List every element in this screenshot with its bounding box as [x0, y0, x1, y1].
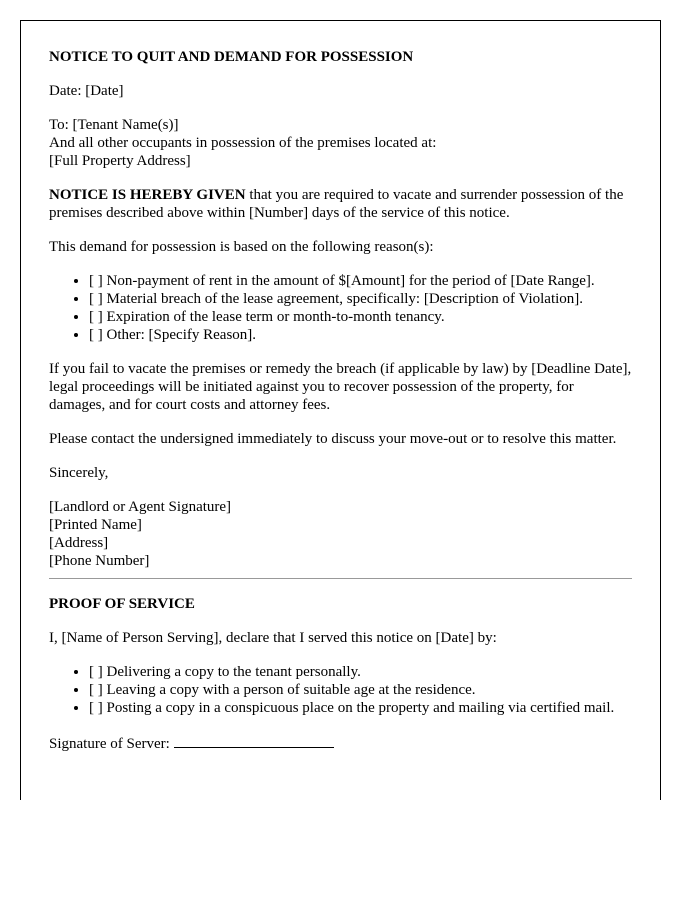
reason-item: • [ ] Material breach of the lease agreement, specifically: [Description of Violation]. — [89, 290, 632, 308]
section-divider — [49, 578, 632, 579]
service-method-item: • [ ] Leaving a copy with a person of suitable age at the residence. — [89, 681, 632, 699]
proof-title: PROOF OF SERVICE — [49, 596, 195, 612]
signature-block — [49, 498, 632, 570]
reason-item: • [ ] Other: [Specify Reason]. — [89, 326, 632, 344]
signature-line: [Landlord or Agent Signature] — [49, 499, 232, 515]
signature-line: [Phone Number] — [49, 553, 150, 569]
service-methods-list — [49, 663, 632, 717]
date-line: Date: [Date] — [49, 83, 124, 99]
recipient-block — [49, 116, 632, 170]
recipient-line: [Full Property Address] — [49, 153, 191, 169]
notice-given-bold: NOTICE IS HEREBY GIVEN — [49, 187, 246, 203]
notice-given-paragraph — [49, 186, 632, 222]
consequence-paragraph: If you fail to vacate the premises or remedy the breach (if applicable by law) by [Deadline Date], legal proceedings will be initiated against you to recover possession of the property, for damages, and for court costs and attorney fees. — [49, 361, 632, 413]
recipient-line: To: [Tenant Name(s)] — [49, 117, 179, 133]
server-signature-label: Signature of Server: — [49, 736, 170, 752]
server-signature-row — [49, 733, 632, 753]
proof-declaration: I, [Name of Person Serving], declare that I served this notice on [Date] by: — [49, 630, 497, 646]
reasons-list — [49, 272, 632, 344]
service-method-item: • [ ] Delivering a copy to the tenant personally. — [89, 663, 632, 681]
service-method-item: • [ ] Posting a copy in a conspicuous place on the property and mailing via certified mail. — [89, 699, 632, 717]
reason-item: • [ ] Expiration of the lease term or month-to-month tenancy. — [89, 308, 632, 326]
notice-document — [20, 20, 661, 800]
signature-line: [Printed Name] — [49, 517, 142, 533]
signature-line: [Address] — [49, 535, 109, 551]
reason-item: • [ ] Non-payment of rent in the amount of $[Amount] for the period of [Date Range]. — [89, 272, 632, 290]
server-signature-blank — [174, 733, 334, 748]
recipient-line: And all other occupants in possession of the premises located at: — [49, 135, 437, 151]
contact-paragraph: Please contact the undersigned immediately to discuss your move-out or to resolve this matter. — [49, 431, 617, 447]
notice-given-text: that you are required to vacate and surrender possession of the premises described above within [Number] days of the service of this notice. — [49, 187, 624, 221]
notice-title: NOTICE TO QUIT AND DEMAND FOR POSSESSION — [49, 49, 414, 65]
reasons-intro: This demand for possession is based on the following reason(s): — [49, 239, 434, 255]
closing-line: Sincerely, — [49, 465, 109, 481]
